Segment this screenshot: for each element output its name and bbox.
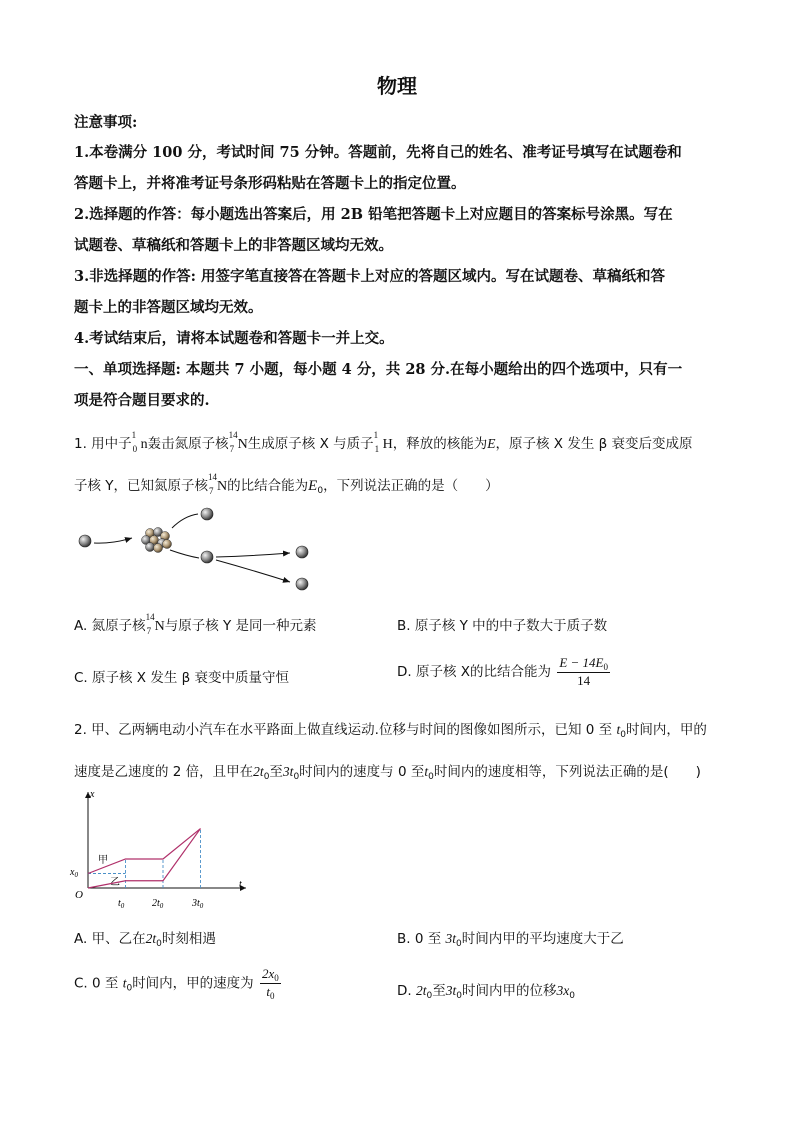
q2-option-d[interactable]: D. $2t_0$至$3t_0$时间内甲的位移$3x_0$ [397,983,575,1001]
beta-particle [296,546,308,558]
nitrogen-symbol-2: 14 7 N [208,472,228,496]
q1-option-c[interactable]: C. 原子核 X 发生 β 衰变中质量守恒 [74,670,290,686]
proton-symbol: 1 1 H [373,430,393,454]
notice-line-1: 1.本卷满分 100 分，考试时间 75 分钟。答题前，先将自己的姓名、准考证号填写在试题卷和 [74,144,682,161]
q2-option-b[interactable]: B. 0 至 $3t_0$时间内甲的平均速度大于乙 [397,931,624,949]
q1-option-d-fraction: $\frac{E - 14E_0}{14}$ [559,655,608,688]
q1-line-1: 1. 用中子 1 0 n轰击氮原子核 14 7 N生成原子核 X 与质子 1 1 H，释放的核能为E，原子核 X 发生 β 衰变后变成原 [74,430,693,454]
nitrogen-nucleus [142,528,172,553]
notice-line-2: 答题卡上，并将准考证号条形码粘贴在答题卡上的指定位置。 [74,175,466,192]
y-axis-label: x [90,789,95,800]
nitrogen-symbol-3: 14 7 N [145,612,165,636]
origin-label: O [75,889,83,901]
notice-line-7: 4.考试结束后，请将本试题卷和答题卡一并上交。 [74,330,394,347]
q1-option-b[interactable]: B. 原子核 Y 中的中子数大于质子数 [397,618,608,634]
q1-option-d[interactable]: D. 原子核 X的比结合能为 $\frac{E - 14E_0}{14}$ [397,655,608,688]
yi-label: 乙 [110,877,120,888]
notice-line-4: 试题卷、草稿纸和答题卡上的非答题区域均无效。 [74,237,393,254]
notice-heading: 注意事项: [74,114,138,131]
section-heading-line-1: 一、单项选择题: 本题共 7 小题，每小题 4 分，共 28 分.在每小题给出的四个选项中，只有一 [74,361,683,378]
incoming-neutron [79,535,91,547]
emitted-proton [201,508,213,520]
t3-tick-label: $3t_0$ [192,898,204,910]
q2-line-1: 2. 甲、乙两辆电动小汽车在水平路面上做直线运动.位移与时间的图像如图所示，已知 0 至 $t_0$时间内，甲的 [74,722,707,740]
notice-line-6: 题卡上的非答题区域均无效。 [74,299,263,316]
q1-option-a[interactable]: A. 氮原子核 14 7 N与原子核 Y 是同一种元素 [74,612,317,636]
nucleus-x [201,551,213,563]
nucleus-y [296,578,308,590]
x0-tick-label: $x_0$ [70,867,78,879]
q2-option-c[interactable]: C. 0 至 $t_0$时间内，甲的速度为 $\frac{2x_0}{t_0}$ [74,966,279,1001]
notice-line-5: 3.非选择题的作答: 用签字笔直接答在答题卡上对应的答题区域内。写在试题卷、草稿纸和答 [74,268,666,285]
q2-line-2: 速度是乙速度的 2 倍，且甲在$2t_0$至$3t_0$时间内的速度与 0 至$t_0$时间内的速度相等，下列说法正确的是( ) [74,764,701,782]
jia-label: 甲 [98,855,108,866]
q2-option-c-fraction: $\frac{2x_0}{t_0}$ [261,966,279,1001]
notice-line-3: 2.选择题的作答：每小题选出答案后，用 2B 铅笔把答题卡上对应题目的答案标号涂黑。写在 [74,206,673,223]
page-title: 物理 [377,74,417,98]
q1-text: 1. 用中子 [74,436,132,452]
x-axis-label: t [239,879,242,890]
t2-tick-label: $2t_0$ [152,898,164,910]
neutron-symbol: 1 0 n [131,430,148,454]
q2-option-a[interactable]: A. 甲、乙在$2t_0$时刻相遇 [74,931,216,949]
nuclear-reaction-diagram [72,500,322,600]
nitrogen-symbol: 14 7 N [228,430,248,454]
q1-line-2: 子核 Y，已知氮原子核 14 7 N的比结合能为$E_0$，下列说法正确的是（ ） [74,472,499,496]
position-time-graph [66,784,256,914]
section-heading-line-2: 项是符合题目要求的. [74,392,210,409]
t0-tick-label: $t_0$ [118,898,125,910]
